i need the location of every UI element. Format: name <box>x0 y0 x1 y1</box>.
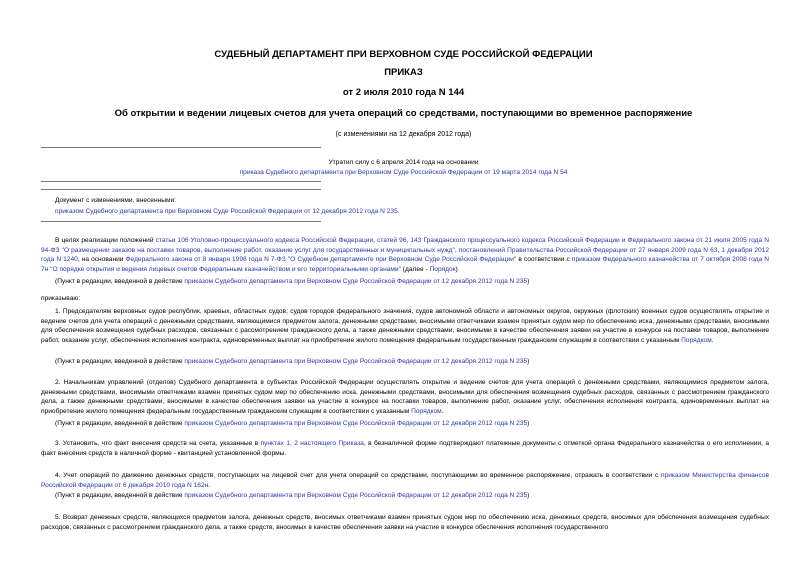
procedure-link[interactable]: Порядком <box>411 407 442 415</box>
divider <box>41 189 321 190</box>
order-word: приказываю: <box>41 295 81 302</box>
item-5-paragraph: 5. Возврат денежных средств, являющихся предметом залога, денежных средств, вносимых ответчиками взамен принятых судом мер по обеспечению иска, денежных средств, вносимых для обеспечения возмещения судебных расходов, связанных с рассмотрением гражданского дела, а также средств, вносимых в качестве обеспечения заявки на участие в конкурсе обеспечения исполнения государственного <box>41 514 769 531</box>
doc-type: ПРИКАЗ <box>384 67 423 78</box>
edit-note: (Пункт в редакции, введенной в действие приказом Судебного департамента при Верховном Суде Российской Федерации от 12 декабря 2012 года N 235) <box>55 492 530 499</box>
procedure-link[interactable]: Порядком <box>681 336 712 344</box>
edit-note: (Пункт в редакции, введенной в действие приказом Судебного департамента при Верховном Суде Российской Федерации от 12 декабря 2012 года N 235) <box>55 420 530 427</box>
edit-note: (Пункт в редакции, введенной в действие приказом Судебного департамента при Верховном Суде Российской Федерации от 12 декабря 2012 года N 235) <box>55 358 530 365</box>
items-link[interactable]: пунктах 1, 2 настоящего Приказа <box>260 440 364 447</box>
item-1-paragraph: 1. Председателям верховных судов республик, краевых, областных судов, судов городов федерального значения, судов автономной области и автономных округов, окружных (флотских) военных судов осуществлять открытие и ведение счетов для учета операций с денежными средствами, являющимися предметом залога, денежными средствами, вносимыми ответчиками взамен принятых судом мер по обеспечению иска, денежными средствами, вносимыми для обеспечения возмещения судебных расходов, связанных с рассмотрением гражданского дела, а также денежными средствами, вносимыми в качестве обеспечения заявки на участие в конкурсе на поставки товаров, выполнение работ, оказание услуг, обеспечения исполнения контракта, единовременных выплат на приобретение жилого помещения федеральным государственным гражданским служащим в соответствии с указанным Порядком. <box>41 308 769 344</box>
amendments-note: (с изменениями на 12 декабря 2012 года) <box>335 131 472 138</box>
law-link[interactable]: статьи 106 Уголовно-процессуального кодекса Российской Федерации, статей 96, 143 Гражданского процессуального кодекса Российской Федерации и Федерального закона от 21 июля 2005 года N 94-ФЗ "О размещении заказов на поставки товаров, выполнение работ, оказание услуг для государственных и муниципальных нужд", постановлений Правительства Российской Федерации от 27 января 2009 года N 63, 1 декабря 2012 года N 1240 <box>41 237 769 264</box>
status-link[interactable]: приказа Судебного департамента при Верховном Суде Российской Федерации от 19 марта 2014 года N 54 <box>239 169 568 176</box>
preamble-paragraph: В целях реализации положений статьи 106 Уголовно-процессуального кодекса Российской Федерации, статей 96, 143 Гражданского процессуального кодекса Российской Федерации и Федерального закона от 21 июля 2005 года N 94-ФЗ "О размещении заказов на поставки товаров, выполнение работ, оказание услуг для государственных и муниципальных нужд", постановлений Правительства Российской Федерации от 27 января 2009 года N 63, 1 декабря 2012 года N 1240, на основании Федерального закона от 8 января 1998 года N 7-ФЗ "О Судебном департаменте при Верховном Суде Российской Федерации" в соответствии с приказом Федерального казначейства от 7 октября 2008 года N 7н "О порядке открытия и ведения лицевых счетов Федеральным казначейством и его территориальными органами" (далее - Порядок) <box>41 237 769 273</box>
edit-note: (Пункт в редакции, введенной в действие приказом Судебного департамента при Верховном Суде Российской Федерации от 12 декабря 2012 года N 235) <box>55 278 530 285</box>
divider <box>41 181 321 182</box>
order-link[interactable]: приказом Федерального казначейства от 7 октября 2008 года N 7н "О порядке открытия и ведения лицевых счетов Федеральным казначейством и его территориальными органами" <box>41 256 769 273</box>
procedure-link[interactable]: Порядок <box>429 265 456 273</box>
status-line: Утратил силу с 6 апреля 2014 года на основании <box>328 159 479 166</box>
changes-label: Документ с изменениями, внесенными: <box>55 197 177 204</box>
doc-title: Об открытии и ведении лицевых счетов для учета операций со средствами, поступающими во временное распоряжение <box>114 108 693 119</box>
minfin-order-link[interactable]: приказом Министерства финансов Российской Федерации от 6 декабря 2010 года N 162н <box>41 472 769 489</box>
changes-link[interactable]: приказом Судебного департамента при Верховном Суде Российской Федерации от 12 декабря 2012 года N 235. <box>55 208 400 215</box>
divider <box>41 147 321 148</box>
divider <box>41 221 321 222</box>
law-link[interactable]: Федерального закона от 8 января 1998 года N 7-ФЗ "О Судебном департаменте при Верховном Суде Российской Федерации" <box>125 256 517 264</box>
org-heading: СУДЕБНЫЙ ДЕПАРТАМЕНТ ПРИ ВЕРХОВНОМ СУДЕ РОССИЙСКОЙ ФЕДЕРАЦИИ <box>214 49 593 60</box>
item-2-paragraph: 2. Начальникам управлений (отделов) Судебного департамента в субъектах Российской Федерации осуществлять открытие и ведение счетов для учета операций с денежными средствами, являющимися предметом залога, денежными средствами, вносимыми ответчиками взамен принятых судом мер по обеспечению иска, денежными средствами, вносимыми для обеспечения возмещения судебных расходов, связанных с рассмотрением гражданского дела, а также денежными средствами, вносимыми в качестве обеспечения заявки на участие в конкурсе на поставки товаров, выполнение работ, оказание услуг, обеспечения исполнения контракта, единовременных выплат на приобретение жилого помещения федеральным государственным гражданским служащим в соответствии с указанным Порядком. <box>41 379 769 415</box>
item-3-paragraph: 3. Установить, что факт внесения средств на счета, указанные в пунктах 1, 2 настоящего Приказа, в безналичной форме подтверждают платежные документы с отметкой органа Федерального казначейства о его исполнении, а факт внесения средств в наличной форме - квитанцией установленной формы. <box>41 440 769 457</box>
doc-date-number: от 2 июля 2010 года N 144 <box>342 87 465 98</box>
item-4-paragraph: 4. Учет операций по движению денежных средств, поступающих на лицевой счет для учета операций со средствами, поступающими во временное распоряжение, отражать в соответствии с приказом Министерства финансов Российской Федерации от 6 декабря 2010 года N 162н. <box>41 472 769 489</box>
